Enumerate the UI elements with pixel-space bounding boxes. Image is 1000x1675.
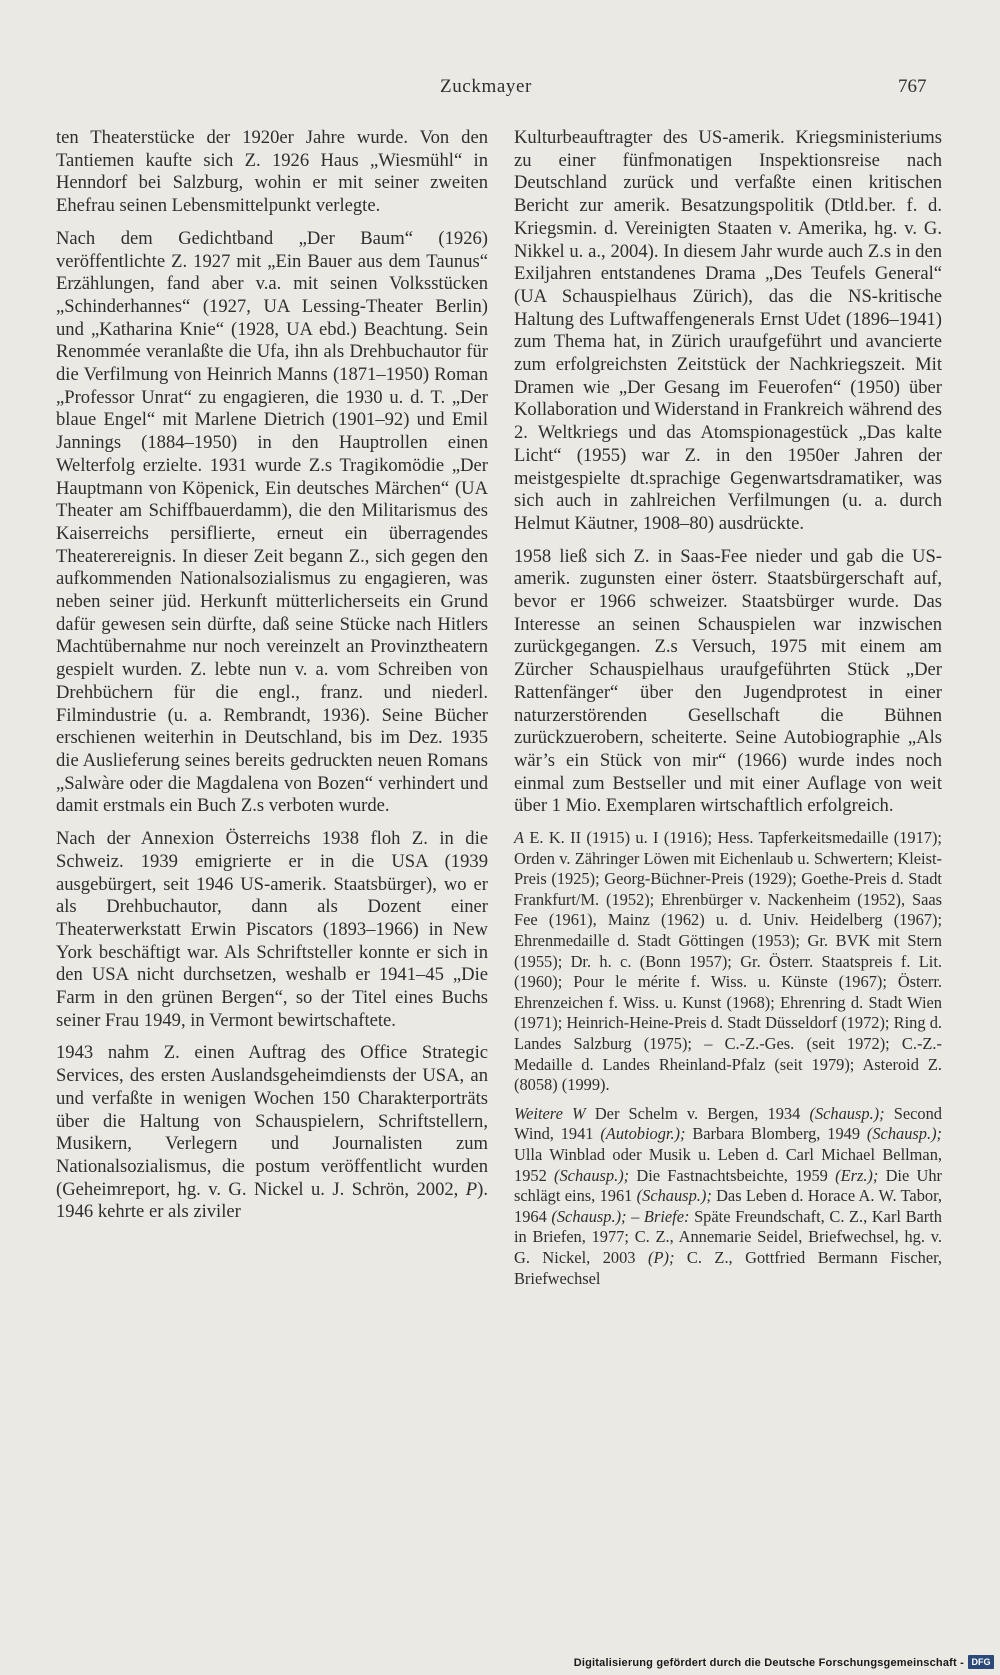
left-column — [56, 127, 488, 1234]
footer-credit: Digitalisierung gefördert durch die Deutsche Forschungsgemeinschaft - — [573, 1657, 964, 1669]
paragraph: Kulturbeauftragter des US-amerik. Kriegsministeriums zu einer fünfmonatigen Inspektionsreise nach Deutschland zurück und verfaßte einen kritischen Bericht zur amerik. Besatzungspolitik (Dtld.ber. f. d. Kriegsmin. d. Vereinigten Staaten v. Amerika, hg. v. G. Nikkel u. a., 2004). In diesem Jahr wurde auch Z.s in den Exiljahren entstandenes Drama „Des Teufels General“ (UA Schauspielhaus Zürich), das die NS-kritische Haltung des Luftwaffengenerals Ernst Udet (1896–1941) zum Thema hat, in Zürich uraufgeführt und avancierte zum erfolgreichsten Zeitstück der Nachkriegszeit. Mit Dramen wie „Der Gesang im Feuerofen“ (1950) über Kollaboration und Widerstand in Frankreich während des 2. Weltkriegs und das Atomspionagestück „Das kalte Licht“ (1955) war Z. in den 1950er Jahren der meistgespielte dt.sprachige Gegenwartsdramatiker, was sich auch in zahlreichen Verfilmungen (u. a. durch Helmut Käutner, 1908–80) ausdrückte. — [514, 127, 942, 534]
paragraph — [56, 1042, 488, 1224]
paragraph: ten Theaterstücke der 1920er Jahre wurde. Von den Tantiemen kaufte sich Z. 1926 Haus „Wiesmühl“ in Henndorf bei Salzburg, wohin er mit seiner zweiten Ehefrau seinen Lebensmittelpunkt verlegte. — [56, 127, 488, 217]
paragraph-text: 1943 nahm Z. einen Auftrag des Office Strategic Services, des ersten Auslandsgeheimdiensts der USA, an und verfaßte in wenigen Wochen 150 Charakterporträts über die Haltung von Schauspielern, Schriftstellern, Musikern, Verlegern und Journalisten zum Nationalsozialismus, die postum veröffentlicht wurden (Geheimreport, hg. v. G. Nickel u. J. Schrön, 2002, — [56, 1042, 488, 1200]
running-header — [0, 76, 1000, 106]
work-entry: Späte Freundschaft, C. Z., Karl Barth in Briefen, 1977; C. Z., Annemarie Seidel, Briefwechsel, hg. v. G. Nickel, 2003 — [514, 1206, 943, 1267]
work-entry: Der Schelm v. Bergen, 1934 — [585, 1103, 810, 1123]
work-genre: (Erz.); — [835, 1165, 879, 1185]
works-label: Weitere W — [514, 1103, 586, 1123]
running-title: Zuckmayer — [440, 76, 532, 97]
work-entry: Die Uhr schlägt eins, 1961 — [514, 1165, 942, 1206]
work-entry: Ulla Winblad oder Musik u. Leben d. Carl Michael Bellman, 1952 — [514, 1145, 942, 1185]
work-genre: (Autobiogr.); — [600, 1124, 686, 1144]
italic-abbrev: P — [465, 1178, 478, 1200]
work-genre: (Schausp.); — [636, 1186, 712, 1206]
digitization-footer — [0, 1653, 1000, 1675]
page-number: 767 — [898, 76, 927, 97]
works-section — [514, 1104, 942, 1289]
awards-section — [514, 828, 942, 1096]
paragraph: Nach dem Gedichtband „Der Baum“ (1926) veröffentlichte Z. 1927 mit „Ein Bauer aus dem Taunus“ Erzählungen, fand aber v.a. mit seinen Volksstücken „Schinderhannes“ (1927, UA Lessing-Theater Berlin) und „Katharina Knie“ (1928, UA ebd.) Beachtung. Sein Renommée veranlaßte die Ufa, ihn als Drehbuchautor für die Verfilmung von Heinrich Manns (1871–1950) Roman „Professor Unrat“ zu engagieren, die 1930 u. d. T. „Der blaue Engel“ mit Marlene Dietrich (1901–92) und Emil Jannings (1884–1950) in den Hauptrollen einen Welterfolg erzielte. 1931 wurde Z.s Tragikomödie „Der Hauptmann von Köpenick, Ein deutsches Märchen“ (UA Theater am Schiffbauerdamm), die den Militarismus des Kaiserreichs persiflierte, erneut ein überragendes Theaterereignis. In dieser Zeit begann Z., sich gegen den aufkommenden Nationalsozialismus zu engagieren, was neben seiner jüd. Herkunft mütterlicherseits ein Grund dafür gewesen sein dürfte, daß seine Stücke nach Hitlers Machtübernahme nur noch vereinzelt an Provinztheatern gespielt wurden. Z. lebte nun v. a. vom Schreiben von Drehbüchern für die engl., franz. und niederl. Filmindustrie (u. a. Rembrandt, 1936). Seine Bücher erschienen weiterhin in Deutschland, bis im Dez. 1935 die Auslieferung seines bereits gedruckten neuen Romans „Salwàre oder die Magdalena von Bozen“ verhindert und damit erstmals ein Buch Z.s verboten wurde. — [56, 227, 488, 817]
work-genre: (Schausp.); — [866, 1124, 942, 1144]
work-entry: C. Z., Gottfried Bermann Fischer, Briefwechsel — [514, 1247, 942, 1288]
work-genre: (Schausp.); – Briefe: — [551, 1206, 690, 1226]
awards-text: E. K. II (1915) u. I (1916); Hess. Tapferkeitsmedaille (1917); Orden v. Zähringer Löwen mit Eichenlaub u. Schwertern; Kleist-Preis (1925); Georg-Büchner-Preis (1929); Goethe-Preis d. Stadt Frankfurt/M. (1952); Ehrenbürger v. Nackenheim (1952), Saas Fee (1961), Mainz (1962) u. d. Univ. Heidelberg (1967); Ehrenmedaille d. Stadt Göttingen (1953); Gr. BVK mit Stern (1955); Dr. h. c. (Bonn 1957); Gr. Österr. Staatspreis f. Lit. (1960); Pour le mérite f. Wiss. u. Künste (1967); Österr. Ehrenzeichen f. Wiss. u. Kunst (1968); Ehrenring d. Stadt Wien (1971); Heinrich-Heine-Preis d. Stadt Düsseldorf (1972); Ring d. Landes Salzburg (1975); – C.-Z.-Ges. (seit 1972); C.-Z.-Medaille d. Landes Rheinland-Pfalz (seit 1979); Asteroid Z. (8058) (1999). — [514, 828, 942, 1095]
work-entry: Barbara Blomberg, 1949 — [685, 1124, 867, 1144]
paragraph: Nach der Annexion Österreichs 1938 floh Z. in die Schweiz. 1939 emigrierte er in die USA (1939 ausgebürgert, seit 1946 US-amerik. Staatsbürger), wo er als Drehbuchautor, dann als Dozent einer Theaterwerkstatt Erwin Piscators (1893–1966) in New York beschäftigt war. Als Schriftsteller konnte er sich in den USA nicht durchsetzen, weshalb er 1941–45 „Die Farm in den grünen Bergen“, so der Titel eines Buchs seiner Frau 1949, in Vermont bewirtschaftete. — [56, 828, 488, 1031]
work-entry: Second Wind, 1941 — [514, 1103, 942, 1144]
work-entry: Die Fastnachtsbeichte, 1959 — [629, 1165, 836, 1185]
work-entry: Das Leben d. Horace A. W. Tabor, 1964 — [514, 1186, 942, 1226]
awards-label: A — [514, 828, 525, 848]
work-genre: (Schausp.); — [554, 1165, 630, 1185]
work-genre: (P); — [648, 1247, 675, 1267]
right-column — [514, 127, 942, 1297]
work-genre: (Schausp.); — [809, 1103, 885, 1123]
dfg-logo: DFG — [968, 1655, 994, 1669]
paragraph-text: ). 1946 kehrte er als ziviler — [56, 1178, 488, 1223]
paragraph: 1958 ließ sich Z. in Saas-Fee nieder und gab die US-amerik. zugunsten einer österr. Staatsbürgerschaft auf, bevor er 1966 schweizer. Staatsbürger wurde. Das Interesse an seinen Schauspielen war inzwischen zurückgegangen. Z.s Versuch, 1975 mit einem am Zürcher Schauspielhaus uraufgeführten Stück „Der Rattenfänger“ über den Jugendprotest in einer naturzerstörenden Gesellschaft die Bühnen zurückzuerobern, scheiterte. Seine Autobiographie „Als wär’s ein Stück von mir“ (1966) wurde indes noch einmal zum Bestseller und mit einer Auflage von weit über 1 Mio. Exemplaren wirtschaftlich erfolgreich. — [514, 545, 942, 817]
